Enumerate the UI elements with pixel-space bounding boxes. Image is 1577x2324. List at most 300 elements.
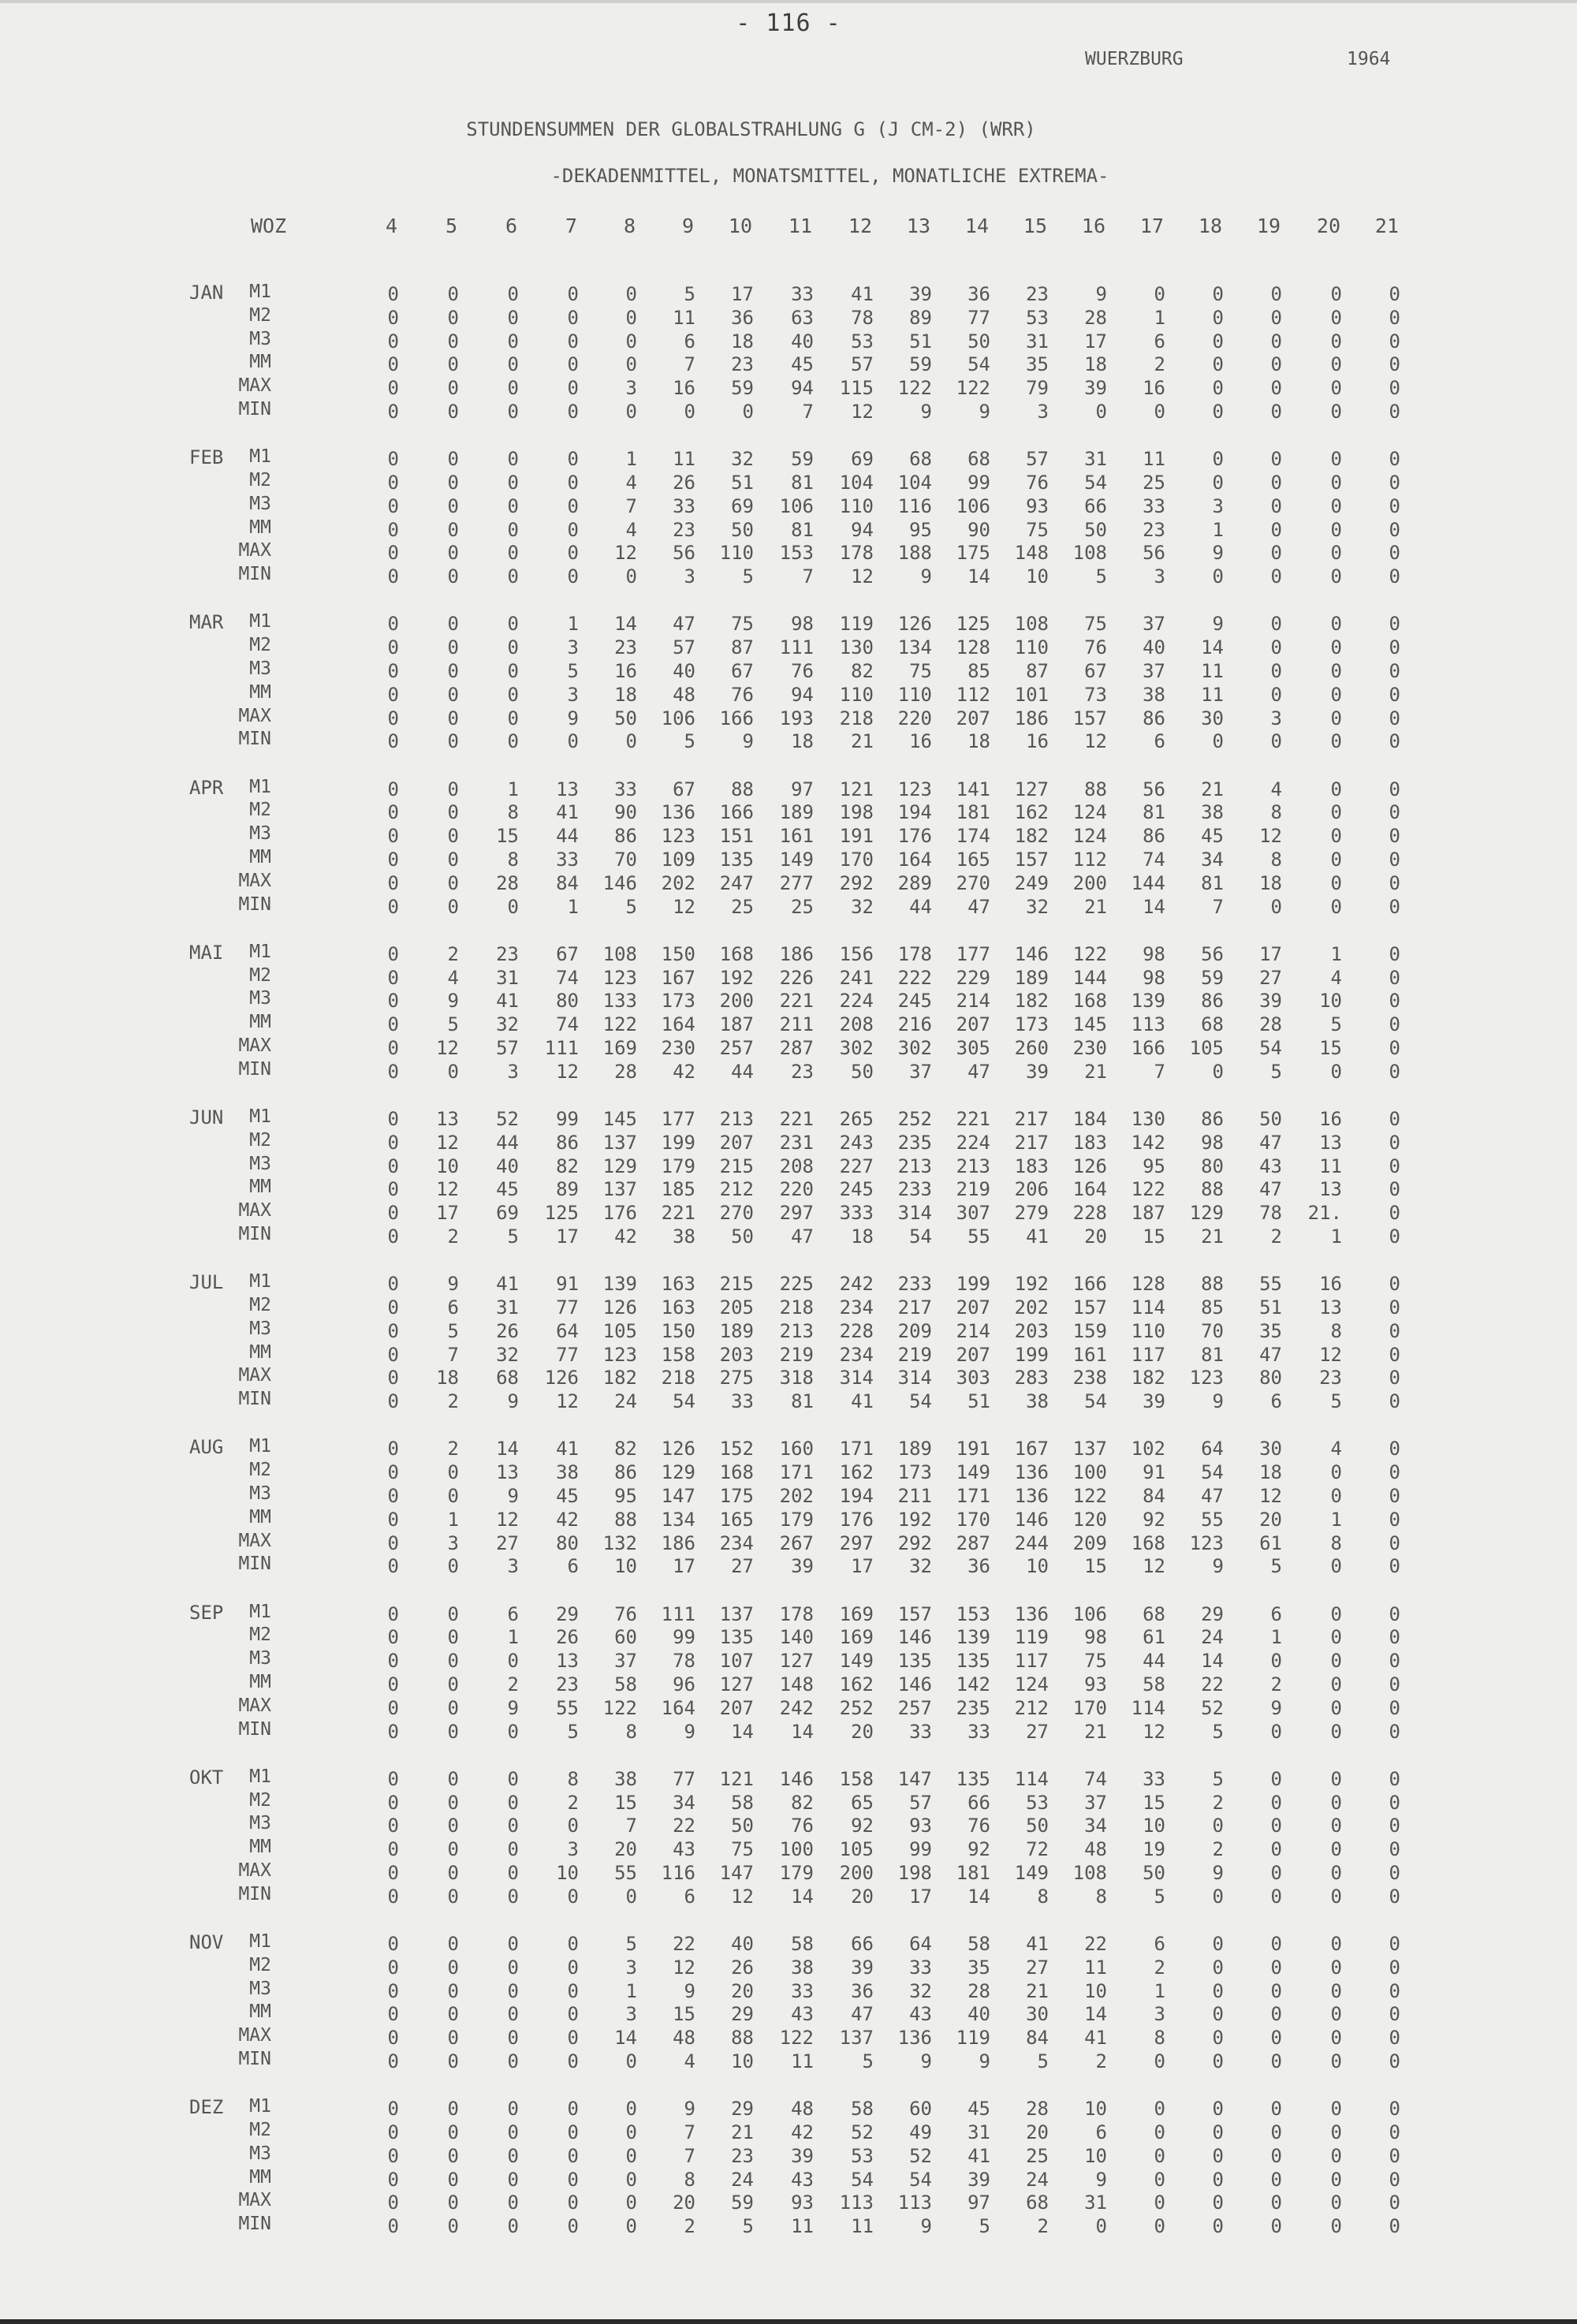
table-cell: 207 — [956, 1343, 990, 1366]
table-cell: 20 — [673, 2192, 695, 2214]
table-cell: 174 — [956, 825, 990, 848]
table-cell: 0 — [447, 801, 459, 824]
table-cell: 267 — [779, 1531, 814, 1554]
table-cell: 233 — [897, 1273, 932, 1296]
table-cell: 38 — [791, 1956, 814, 1979]
table-cell: 49 — [909, 2121, 932, 2143]
table-cell: 134 — [661, 1508, 695, 1531]
table-cell: 60 — [909, 2098, 932, 2121]
table-cell: 33 — [909, 1956, 932, 1979]
table-cell: 69 — [496, 1202, 519, 1225]
table-cell: 43 — [791, 2003, 814, 2026]
table-cell: 191 — [956, 1438, 990, 1460]
table-cell: 16 — [673, 377, 695, 400]
table-cell: 10 — [1026, 565, 1049, 588]
table-cell: 0 — [1389, 730, 1400, 753]
row-label-min: MIN — [238, 1224, 271, 1244]
table-cell: 0 — [1389, 565, 1400, 588]
table-cell: 13 — [556, 778, 579, 800]
table-cell: 147 — [661, 1485, 695, 1507]
table-cell: 0 — [1330, 1815, 1342, 1837]
table-cell: 74 — [1143, 849, 1165, 871]
table-cell: 0 — [1270, 330, 1282, 353]
table-cell: 42 — [614, 1225, 637, 1248]
row-label-m3: M3 — [249, 493, 271, 514]
table-cell: 167 — [661, 966, 695, 989]
table-cell: 47 — [673, 613, 695, 636]
table-cell: 36 — [731, 306, 754, 329]
table-cell: 59 — [731, 377, 754, 400]
table-cell: 0 — [387, 1602, 399, 1625]
table-cell: 0 — [387, 330, 399, 353]
table-cell: 35 — [1259, 1319, 1282, 1342]
table-cell: 189 — [897, 1438, 932, 1460]
table-cell: 39 — [1259, 990, 1282, 1013]
table-cell: 0 — [1270, 1933, 1282, 1955]
table-cell: 0 — [1270, 1885, 1282, 1908]
table-cell: 37 — [1084, 1791, 1107, 1814]
table-cell: 50 — [1026, 1815, 1049, 1837]
table-cell: 121 — [719, 1767, 754, 1790]
table-cell: 182 — [602, 1367, 637, 1390]
table-cell: 0 — [1212, 1815, 1224, 1837]
table-cell: 54 — [909, 1390, 932, 1413]
table-cell: 7 — [802, 565, 814, 588]
row-label-min: MIN — [238, 1883, 271, 1904]
table-cell: 235 — [956, 1696, 990, 1719]
table-cell: 2 — [1270, 1225, 1282, 1248]
table-cell: 287 — [779, 1037, 814, 1059]
row-label-max: MAX — [238, 870, 271, 891]
table-cell: 75 — [1084, 1650, 1107, 1673]
row-label-m3: M3 — [249, 988, 271, 1009]
table-cell: 0 — [1212, 448, 1224, 471]
row-label-m1: M1 — [249, 1931, 271, 1952]
table-cell: 0 — [625, 2168, 637, 2191]
table-cell: 86 — [556, 1131, 579, 1154]
table-cell: 47 — [967, 1060, 990, 1083]
table-cell: 0 — [1389, 660, 1400, 682]
row-label-mm: MM — [249, 1506, 271, 1528]
table-cell: 0 — [1389, 330, 1400, 353]
table-cell: 0 — [567, 1815, 579, 1837]
row-label-m1: M1 — [249, 1766, 271, 1787]
table-cell: 82 — [851, 660, 874, 682]
row-label-m2: M2 — [249, 1789, 271, 1811]
table-cell: 175 — [719, 1485, 754, 1507]
table-cell: 220 — [779, 1178, 814, 1201]
table-cell: 221 — [661, 1202, 695, 1225]
table-cell: 0 — [1389, 1485, 1400, 1507]
table-cell: 234 — [719, 1531, 754, 1554]
table-cell: 0 — [507, 472, 519, 494]
table-cell: 74 — [1084, 1767, 1107, 1790]
table-cell: 18 — [851, 1225, 874, 1248]
table-cell: 129 — [602, 1155, 637, 1177]
table-cell: 50 — [614, 707, 637, 729]
table-cell: 2 — [507, 1673, 519, 1695]
table-cell: 8 — [1154, 2027, 1165, 2050]
table-cell: 0 — [1154, 2215, 1165, 2238]
row-label-m2: M2 — [249, 2120, 271, 2140]
table-cell: 207 — [956, 1013, 990, 1036]
table-cell: 7 — [802, 401, 814, 423]
table-cell: 0 — [1154, 2050, 1165, 2072]
table-cell: 54 — [1084, 1390, 1107, 1413]
table-cell: 0 — [447, 2144, 459, 2167]
table-cell: 260 — [1014, 1037, 1049, 1059]
table-cell: 47 — [1259, 1178, 1282, 1201]
table-cell: 175 — [956, 542, 990, 565]
row-label-mm: MM — [249, 1672, 271, 1692]
table-cell: 0 — [507, 1720, 519, 1743]
table-cell: 67 — [556, 942, 579, 965]
table-cell: 1 — [507, 1626, 519, 1649]
table-cell: 27 — [1026, 1956, 1049, 1979]
table-cell: 5 — [1270, 1555, 1282, 1578]
table-cell: 0 — [1389, 613, 1400, 636]
table-cell: 0 — [1389, 895, 1400, 918]
row-label-m2: M2 — [249, 1954, 271, 1975]
table-cell: 45 — [496, 1178, 519, 1201]
table-cell: 0 — [1389, 966, 1400, 989]
table-cell: 18 — [1259, 1461, 1282, 1484]
table-cell: 161 — [779, 825, 814, 848]
table-cell: 218 — [661, 1367, 695, 1390]
table-cell: 0 — [1330, 1720, 1342, 1743]
table-cell: 97 — [967, 2192, 990, 2214]
table-cell: 169 — [839, 1602, 874, 1625]
table-cell: 0 — [1270, 448, 1282, 471]
row-label-min: MIN — [238, 2049, 271, 2069]
month-label-sep: SEP — [189, 1601, 224, 1624]
table-cell: 0 — [1330, 1650, 1342, 1673]
row-label-m1: M1 — [249, 1271, 271, 1293]
table-cell: 9 — [567, 707, 579, 729]
table-cell: 119 — [1014, 1626, 1049, 1649]
table-cell: 0 — [1270, 2168, 1282, 2191]
table-cell: 148 — [1014, 542, 1049, 565]
table-cell: 0 — [1389, 2098, 1400, 2121]
table-cell: 176 — [839, 1508, 874, 1531]
table-cell: 41 — [1026, 1225, 1049, 1248]
table-cell: 74 — [556, 966, 579, 989]
table-cell: 0 — [1330, 825, 1342, 848]
table-cell: 217 — [1014, 1131, 1049, 1154]
table-cell: 58 — [791, 1933, 814, 1955]
table-cell: 43 — [791, 2168, 814, 2191]
table-cell: 292 — [839, 871, 874, 894]
table-cell: 98 — [791, 613, 814, 636]
table-cell: 11 — [1201, 683, 1224, 706]
table-cell: 0 — [625, 730, 637, 753]
table-cell: 47 — [1259, 1131, 1282, 1154]
table-cell: 135 — [956, 1767, 990, 1790]
row-label-min: MIN — [238, 399, 271, 420]
row-label-mm: MM — [249, 352, 271, 373]
table-cell: 242 — [779, 1696, 814, 1719]
table-cell: 8 — [1330, 1531, 1342, 1554]
table-cell: 0 — [447, 377, 459, 400]
table-cell: 219 — [897, 1343, 932, 1366]
row-label-m1: M1 — [249, 941, 271, 962]
table-cell: 25 — [791, 895, 814, 918]
table-cell: 120 — [1072, 1508, 1107, 1531]
table-cell: 181 — [956, 801, 990, 824]
table-cell: 0 — [387, 565, 399, 588]
table-cell: 0 — [1330, 2168, 1342, 2191]
table-cell: 12 — [496, 1508, 519, 1531]
table-cell: 32 — [909, 1555, 932, 1578]
table-cell: 57 — [673, 636, 695, 659]
table-cell: 0 — [1389, 707, 1400, 729]
table-cell: 54 — [1201, 1461, 1224, 1484]
table-cell: 235 — [897, 1131, 932, 1154]
table-cell: 0 — [507, 1885, 519, 1908]
table-cell: 221 — [956, 1108, 990, 1130]
table-cell: 0 — [447, 401, 459, 423]
row-label-min: MIN — [238, 564, 271, 585]
table-cell: 0 — [1389, 1131, 1400, 1154]
table-cell: 28 — [496, 871, 519, 894]
table-cell: 15 — [1143, 1225, 1165, 1248]
table-cell: 23 — [731, 353, 754, 376]
table-cell: 0 — [1270, 1791, 1282, 1814]
table-cell: 181 — [956, 1862, 990, 1884]
table-cell: 221 — [779, 990, 814, 1013]
table-cell: 0 — [387, 1673, 399, 1695]
table-cell: 12 — [731, 1885, 754, 1908]
table-cell: 169 — [839, 1626, 874, 1649]
table-cell: 39 — [967, 2168, 990, 2191]
table-cell: 22 — [673, 1815, 695, 1837]
table-cell: 36 — [967, 1555, 990, 1578]
table-cell: 14 — [967, 565, 990, 588]
table-cell: 0 — [387, 283, 399, 305]
table-cell: 0 — [387, 2192, 399, 2214]
table-cell: 5 — [1330, 1390, 1342, 1413]
table-cell: 126 — [661, 1438, 695, 1460]
table-cell: 0 — [387, 1390, 399, 1413]
table-cell: 121 — [839, 778, 874, 800]
table-cell: 6 — [1154, 330, 1165, 353]
table-cell: 94 — [791, 683, 814, 706]
row-label-m3: M3 — [249, 1483, 271, 1504]
table-cell: 14 — [791, 1720, 814, 1743]
table-cell: 0 — [507, 683, 519, 706]
table-cell: 0 — [387, 707, 399, 729]
table-cell: 0 — [387, 1013, 399, 1036]
table-cell: 168 — [1072, 990, 1107, 1013]
table-cell: 23 — [1026, 283, 1049, 305]
table-cell: 146 — [602, 871, 637, 894]
table-cell: 5 — [1154, 1885, 1165, 1908]
table-cell: 64 — [556, 1319, 579, 1342]
table-cell: 0 — [387, 1696, 399, 1719]
row-label-min: MIN — [238, 2214, 271, 2235]
table-cell: 87 — [731, 636, 754, 659]
table-cell: 6 — [684, 1885, 695, 1908]
table-cell: 0 — [447, 330, 459, 353]
table-cell: 127 — [719, 1673, 754, 1695]
table-cell: 23 — [673, 518, 695, 541]
table-cell: 20 — [1084, 1225, 1107, 1248]
table-cell: 38 — [1143, 683, 1165, 706]
table-cell: 11 — [791, 2215, 814, 2238]
table-cell: 5 — [625, 1933, 637, 1955]
table-cell: 99 — [967, 472, 990, 494]
table-cell: 0 — [1330, 1060, 1342, 1083]
row-label-m2: M2 — [249, 1625, 271, 1646]
table-cell: 244 — [1014, 1531, 1049, 1554]
table-cell: 126 — [1072, 1155, 1107, 1177]
table-cell: 95 — [614, 1485, 637, 1507]
table-cell: 0 — [1270, 1650, 1282, 1673]
table-cell: 0 — [625, 1885, 637, 1908]
table-cell: 6 — [567, 1555, 579, 1578]
table-cell: 80 — [1201, 1155, 1224, 1177]
table-cell: 0 — [1212, 472, 1224, 494]
table-cell: 8 — [1095, 1885, 1107, 1908]
table-cell: 26 — [496, 1319, 519, 1342]
table-cell: 1 — [567, 895, 579, 918]
table-cell: 0 — [387, 660, 399, 682]
table-cell: 3 — [1154, 2003, 1165, 2026]
table-cell: 6 — [1095, 2121, 1107, 2143]
table-cell: 9 — [447, 1273, 459, 1296]
table-cell: 0 — [1389, 1838, 1400, 1861]
table-cell: 11 — [1143, 448, 1165, 471]
table-cell: 32 — [496, 1343, 519, 1366]
table-cell: 110 — [839, 683, 874, 706]
table-cell: 159 — [1072, 1319, 1107, 1342]
table-cell: 9 — [684, 1979, 695, 2002]
table-cell: 34 — [673, 1791, 695, 1814]
table-cell: 39 — [909, 283, 932, 305]
table-cell: 0 — [387, 353, 399, 376]
table-cell: 15 — [496, 825, 519, 848]
table-cell: 5 — [979, 2215, 990, 2238]
table-cell: 92 — [851, 1815, 874, 1837]
table-cell: 0 — [1389, 1720, 1400, 1743]
table-cell: 0 — [1270, 613, 1282, 636]
table-cell: 4 — [625, 472, 637, 494]
table-cell: 133 — [602, 990, 637, 1013]
row-label-m3: M3 — [249, 2143, 271, 2164]
table-cell: 0 — [387, 472, 399, 494]
table-cell: 88 — [1084, 778, 1107, 800]
table-cell: 134 — [897, 636, 932, 659]
table-cell: 0 — [1212, 1956, 1224, 1979]
table-cell: 0 — [1330, 707, 1342, 729]
table-cell: 214 — [956, 990, 990, 1013]
table-cell: 51 — [1259, 1296, 1282, 1319]
row-label-min: MIN — [238, 1389, 271, 1410]
table-cell: 307 — [956, 1202, 990, 1225]
table-cell: 162 — [839, 1673, 874, 1695]
table-cell: 26 — [673, 472, 695, 494]
table-cell: 19 — [1143, 1838, 1165, 1861]
table-cell: 27 — [731, 1555, 754, 1578]
table-cell: 213 — [719, 1108, 754, 1130]
table-cell: 33 — [556, 849, 579, 871]
table-cell: 0 — [387, 990, 399, 1013]
table-cell: 2 — [567, 1791, 579, 1814]
table-cell: 2 — [1154, 1956, 1165, 1979]
table-cell: 1 — [1330, 1508, 1342, 1531]
table-cell: 23 — [731, 2144, 754, 2167]
table-cell: 91 — [1143, 1461, 1165, 1484]
row-label-m1: M1 — [249, 611, 271, 632]
table-cell: 0 — [387, 895, 399, 918]
page-number: - 116 - — [736, 9, 841, 37]
month-label-mai: MAI — [189, 941, 224, 964]
table-cell: 45 — [556, 1485, 579, 1507]
table-cell: 0 — [387, 1791, 399, 1814]
table-cell: 213 — [779, 1319, 814, 1342]
table-cell: 11 — [1201, 660, 1224, 682]
table-cell: 0 — [1330, 1933, 1342, 1955]
table-cell: 30 — [1259, 1438, 1282, 1460]
table-cell: 0 — [1389, 448, 1400, 471]
table-cell: 15 — [1084, 1555, 1107, 1578]
table-cell: 7 — [1154, 1060, 1165, 1083]
table-cell: 76 — [1026, 472, 1049, 494]
table-cell: 176 — [602, 1202, 637, 1225]
table-cell: 0 — [567, 401, 579, 423]
table-cell: 22 — [673, 1933, 695, 1955]
table-cell: 31 — [1026, 330, 1049, 353]
table-cell: 88 — [614, 1508, 637, 1531]
table-cell: 2 — [1212, 1791, 1224, 1814]
table-cell: 4 — [1330, 966, 1342, 989]
table-cell: 123 — [1189, 1367, 1224, 1390]
table-cell: 1 — [567, 613, 579, 636]
table-cell: 18 — [731, 330, 754, 353]
table-cell: 0 — [387, 2168, 399, 2191]
table-cell: 157 — [897, 1602, 932, 1625]
row-label-m2: M2 — [249, 1460, 271, 1481]
row-label-m2: M2 — [249, 304, 271, 326]
table-cell: 207 — [719, 1696, 754, 1719]
table-cell: 198 — [897, 1862, 932, 1884]
table-cell: 23 — [496, 942, 519, 965]
table-cell: 0 — [1212, 2192, 1224, 2214]
table-cell: 157 — [1072, 1296, 1107, 1319]
table-cell: 22 — [1201, 1673, 1224, 1695]
table-cell: 199 — [661, 1131, 695, 1154]
table-cell: 168 — [719, 942, 754, 965]
table-cell: 86 — [1201, 1108, 1224, 1130]
table-cell: 164 — [1072, 1178, 1107, 1201]
table-cell: 5 — [742, 2215, 754, 2238]
table-cell: 34 — [1201, 849, 1224, 871]
table-cell: 6 — [1270, 1390, 1282, 1413]
table-cell: 0 — [1389, 2121, 1400, 2143]
table-cell: 81 — [1201, 871, 1224, 894]
table-cell: 137 — [602, 1178, 637, 1201]
month-label-jan: JAN — [189, 282, 224, 304]
table-cell: 170 — [839, 849, 874, 871]
table-cell: 16 — [1319, 1273, 1342, 1296]
table-cell: 93 — [1084, 1673, 1107, 1695]
table-cell: 0 — [1270, 353, 1282, 376]
table-cell: 0 — [1212, 401, 1224, 423]
table-cell: 32 — [731, 448, 754, 471]
table-cell: 217 — [897, 1296, 932, 1319]
table-cell: 55 — [614, 1862, 637, 1884]
table-cell: 0 — [507, 1956, 519, 1979]
